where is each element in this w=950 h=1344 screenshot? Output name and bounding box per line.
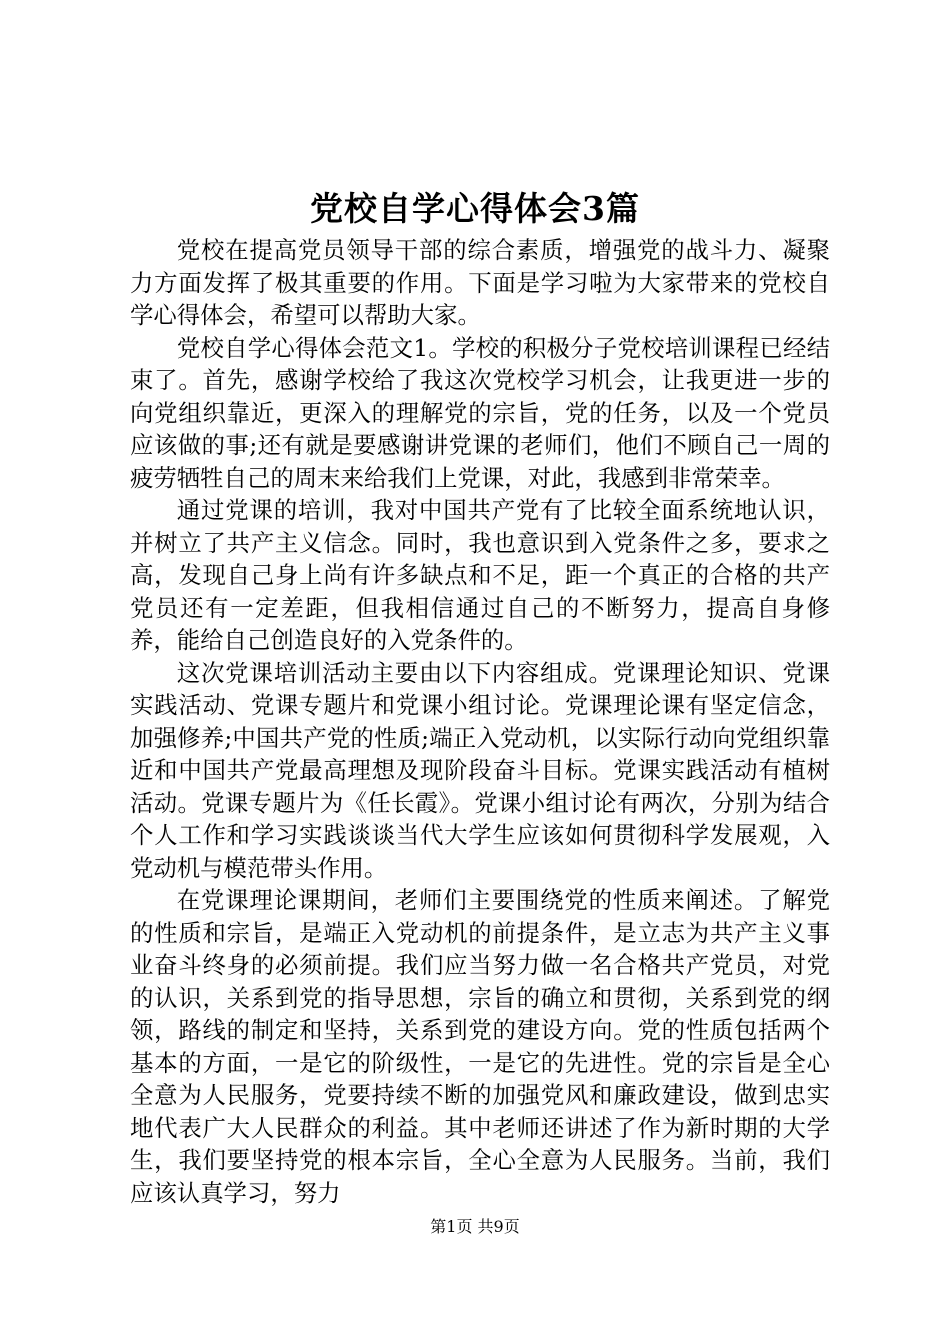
document-body [130, 234, 830, 1209]
page-footer: 第1页 共9页 [430, 1217, 520, 1236]
paragraph-training-content: 这次党课培训活动主要由以下内容组成。党课理论知识、党课实践活动、党课专题片和党课小组讨论。党课理论课有坚定信念，加强修养;中国共产党的性质;端正入党动机，以实际行动向党组织靠近和中国共产党最高理想及现阶段奋斗目标。党课实践活动有植树活动。党课专题片为《任长霞》。党课小组讨论有两次，分别为结合个人工作和学习实践谈谈当代大学生应该如何贯彻科学发展观，入党动机与模范带头作用。 [130, 658, 830, 882]
document-title: 党校自学心得体会3篇 [310, 189, 640, 228]
paragraph-training-reflection: 通过党课的培训，我对中国共产党有了比较全面系统地认识，并树立了共产主义信念。同时，我也意识到入党条件之多，要求之高，发现自己身上尚有许多缺点和不足，距一个真正的合格的共产党员还有一定差距，但我相信通过自己的不断努力，提高自身修养，能给自己创造良好的入党条件的。 [130, 496, 830, 654]
paragraph-sample-one: 党校自学心得体会范文1。学校的积极分子党校培训课程已经结束了。首先，感谢学校给了我这次党校学习机会，让我更进一步的向党组织靠近，更深入的理解党的宗旨，党的任务，以及一个党员应该做的事;还有就是要感谢讲党课的老师们，他们不顾自己一周的疲劳牺牲自己的周末来给我们上党课，对此，我感到非常荣幸。 [130, 333, 830, 492]
paragraph-intro: 党校在提高党员领导干部的综合素质，增强党的战斗力、凝聚力方面发挥了极其重要的作用。下面是学习啦为大家带来的党校自学心得体会，希望可以帮助大家。 [130, 236, 830, 329]
paragraph-party-nature: 在党课理论课期间，老师们主要围绕党的性质来阐述。了解党的性质和宗旨，是端正入党动机的前提条件，是立志为共产主义事业奋斗终身的必须前提。我们应当努力做一名合格共产党员，对党的认识，关系到党的指导思想，宗旨的确立和贯彻，关系到党的纲领，路线的制定和坚持，关系到党的建设方向。党的性质包括两个基本的方面，一是它的阶级性，一是它的先进性。党的宗旨是全心全意为人民服务，党要持续不断的加强党风和廉政建设，做到忠实地代表广大人民群众的利益。其中老师还讲述了作为新时期的大学生，我们要坚持党的根本宗旨，全心全意为人民服务。当前，我们应该认真学习，努力 [130, 886, 830, 1207]
